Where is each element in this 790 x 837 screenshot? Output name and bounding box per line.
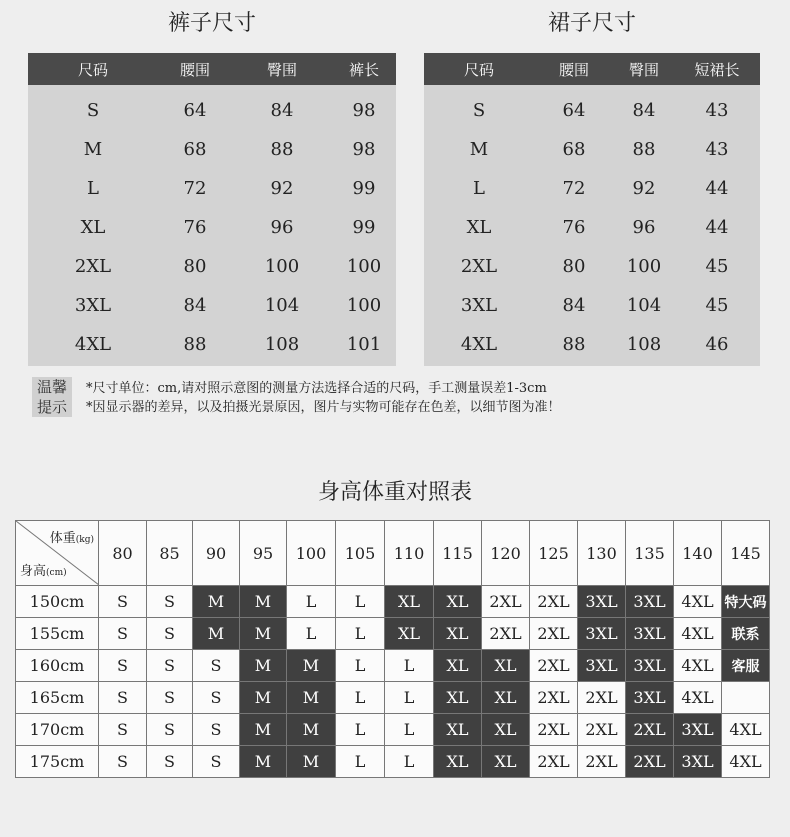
corner-weight-label: 体重(kg) [49,531,94,546]
table-cell: 100 [264,256,300,277]
size-cell: 2XL [530,746,578,778]
size-cell: 4XL [674,650,722,682]
table-row [424,208,760,247]
size-cell: L [385,714,434,746]
table-cell: 84 [270,100,294,121]
height-label: 155cm [16,618,99,650]
size-cell: 3XL [626,586,674,618]
header-cell: 臀围 [628,60,659,79]
size-cell: XL [434,618,482,650]
table-cell: 88 [270,139,294,160]
size-cell: 2XL [578,714,626,746]
size-cell: S [147,682,193,714]
table-cell: 92 [270,178,294,199]
size-cell: XL [385,618,434,650]
size-cell: M [287,714,336,746]
table-cell: 3XL [460,295,498,316]
size-cell: 2XL [482,618,530,650]
table-cell: 44 [705,178,729,199]
size-cell: 2XL [578,682,626,714]
header-cell: 腰围 [179,60,210,79]
skirt-size-title: 裙子尺寸 [547,11,636,36]
table-cell: 2XL [460,256,498,277]
size-cell: XL [434,682,482,714]
table-cell: 100 [346,256,382,277]
table-cell: 4XL [74,334,112,355]
weight-header: 120 [482,521,530,586]
size-cell: S [99,746,147,778]
table-cell: 64 [183,100,207,121]
size-cell: 2XL [626,746,674,778]
pants-header-row [28,53,396,85]
size-cell: L [336,650,385,682]
size-cell: S [193,746,240,778]
weight-header: 125 [530,521,578,586]
weight-header: 80 [99,521,147,586]
oversize-note-cell: 客服 [722,650,770,682]
table-cell: 99 [352,178,376,199]
table-row [28,286,396,325]
height-weight-title: 身高体重对照表 [317,480,472,505]
size-cell: S [99,586,147,618]
table-cell: 76 [183,217,207,238]
size-cell: M [287,746,336,778]
table-row [28,130,396,169]
weight-header: 85 [147,521,193,586]
table-cell: 45 [705,295,729,316]
size-cell: S [99,714,147,746]
size-cell: XL [434,650,482,682]
size-cell: L [336,618,385,650]
size-cell: 4XL [674,682,722,714]
size-cell: 4XL [674,586,722,618]
size-cell: 2XL [578,746,626,778]
table-cell: 88 [183,334,207,355]
size-cell: L [385,746,434,778]
size-cell: 4XL [674,618,722,650]
size-cell: XL [482,714,530,746]
tips-label-line2: 提示 [36,398,67,416]
skirt-size-table [424,53,760,366]
table-cell: 45 [705,256,729,277]
size-cell: L [385,682,434,714]
size-cell [722,682,770,714]
weight-header: 140 [674,521,722,586]
size-cell: XL [482,746,530,778]
table-cell: M [83,139,103,160]
size-cell: L [336,586,385,618]
size-cell: M [240,746,287,778]
size-cell: M [193,586,240,618]
table-row [28,325,396,364]
header-cell: 尺码 [463,60,494,79]
table-row [424,91,760,130]
size-cell: S [193,682,240,714]
size-cell: XL [482,682,530,714]
table-cell: 72 [562,178,586,199]
size-cell: 3XL [674,746,722,778]
table-cell: 92 [632,178,656,199]
size-cell: L [336,746,385,778]
table-row [28,91,396,130]
table-row [16,650,770,682]
table-row [424,130,760,169]
corner-height-label: 身高(cm) [20,564,67,579]
size-cell: S [99,618,147,650]
table-cell: 43 [705,139,729,160]
oversize-note-cell: 特大码 [722,586,770,618]
size-cell: M [287,650,336,682]
size-cell: L [385,650,434,682]
table-cell: 2XL [74,256,112,277]
table-cell: 44 [705,217,729,238]
table-cell: 76 [562,217,586,238]
table-cell: 88 [562,334,586,355]
size-cell: 3XL [578,650,626,682]
tips-label-line1: 温馨 [36,378,67,396]
size-cell: 2XL [530,650,578,682]
pants-size-title: 裤子尺寸 [167,11,256,36]
table-cell: 100 [346,295,382,316]
size-cell: 2XL [530,714,578,746]
table-cell: 98 [352,139,376,160]
weight-header: 105 [336,521,385,586]
size-cell: M [240,682,287,714]
table-cell: 72 [183,178,207,199]
table-cell: 68 [183,139,207,160]
size-cell: 2XL [530,682,578,714]
table-row [28,169,396,208]
table-row [16,746,770,778]
table-cell: XL [466,217,492,238]
table-cell: S [472,100,486,121]
table-row [28,208,396,247]
table-cell: 108 [626,334,662,355]
table-row [16,714,770,746]
table-cell: S [86,100,100,121]
size-cell: M [240,586,287,618]
header-cell: 裤长 [348,60,379,79]
size-cell: S [193,650,240,682]
table-cell: 84 [562,295,586,316]
height-label: 170cm [16,714,99,746]
weight-header: 95 [240,521,287,586]
size-cell: M [240,714,287,746]
size-cell: L [336,682,385,714]
weight-header: 130 [578,521,626,586]
table-cell: 4XL [460,334,498,355]
size-cell: M [287,682,336,714]
weight-header: 135 [626,521,674,586]
size-cell: 3XL [674,714,722,746]
size-cell: S [147,586,193,618]
size-cell: 2XL [530,586,578,618]
table-row [16,618,770,650]
tips-line-1: *尺寸单位：cm,请对照示意图的测量方法选择合适的尺码，手工测量误差1-3cm [86,381,547,396]
oversize-note-cell: 联系 [722,618,770,650]
table-cell: 88 [632,139,656,160]
size-cell: M [193,618,240,650]
table-cell: 3XL [74,295,112,316]
size-cell: 3XL [578,586,626,618]
table-row [424,325,760,364]
size-cell: S [147,650,193,682]
size-cell: XL [385,586,434,618]
table-cell: L [473,178,485,199]
size-cell: S [99,682,147,714]
table-cell: 104 [626,295,662,316]
table-cell: 80 [562,256,586,277]
size-cell: 3XL [578,618,626,650]
table-cell: 68 [562,139,586,160]
size-cell: 4XL [722,714,770,746]
size-cell: 2XL [530,618,578,650]
size-cell: XL [434,714,482,746]
table-row [28,247,396,286]
table-cell: 108 [264,334,300,355]
table-corner [16,521,99,586]
size-cell: 3XL [626,682,674,714]
table-cell: XL [80,217,106,238]
height-label: 175cm [16,746,99,778]
size-cell: S [147,714,193,746]
table-row [16,682,770,714]
table-cell: 96 [632,217,656,238]
table-row [424,169,760,208]
size-cell: XL [434,746,482,778]
header-cell: 尺码 [77,60,108,79]
table-cell: 99 [352,217,376,238]
table-cell: 104 [264,295,300,316]
table-cell: 84 [183,295,207,316]
weight-header: 90 [193,521,240,586]
size-cell: XL [434,586,482,618]
table-cell: 84 [632,100,656,121]
header-cell: 短裙长 [694,60,740,79]
size-cell: L [287,618,336,650]
table-cell: 98 [352,100,376,121]
table-cell: 100 [626,256,662,277]
skirt-header-row [424,53,760,85]
height-label: 150cm [16,586,99,618]
table-cell: 64 [562,100,586,121]
header-cell: 腰围 [558,60,589,79]
table-cell: L [87,178,99,199]
size-cell: L [336,714,385,746]
table-cell: M [469,139,489,160]
table-row [16,586,770,618]
table-cell: 43 [705,100,729,121]
size-cell: M [240,618,287,650]
size-cell: 2XL [482,586,530,618]
table-cell: 101 [346,334,382,355]
size-cell: 3XL [626,618,674,650]
weight-header: 145 [722,521,770,586]
table-row [424,286,760,325]
height-label: 165cm [16,682,99,714]
size-cell: 3XL [626,650,674,682]
table-row [424,247,760,286]
tips-line-2: *因显示器的差异，以及拍摄光景原因，图片与实物可能存在色差，以细节图为准！ [86,400,561,415]
tips-label [32,377,72,417]
weight-header: 115 [434,521,482,586]
table-cell: 46 [705,334,729,355]
height-weight-table [15,520,770,778]
height-label: 160cm [16,650,99,682]
size-cell: S [147,746,193,778]
size-cell: XL [482,650,530,682]
table-cell: 96 [270,217,294,238]
header-cell: 臀围 [266,60,297,79]
weight-header: 100 [287,521,336,586]
weight-header: 110 [385,521,434,586]
size-cell: L [287,586,336,618]
size-cell: S [193,714,240,746]
size-cell: S [147,618,193,650]
size-cell: 2XL [626,714,674,746]
size-cell: M [240,650,287,682]
table-cell: 80 [183,256,207,277]
size-cell: S [99,650,147,682]
pants-size-table [28,53,396,366]
size-cell: 4XL [722,746,770,778]
